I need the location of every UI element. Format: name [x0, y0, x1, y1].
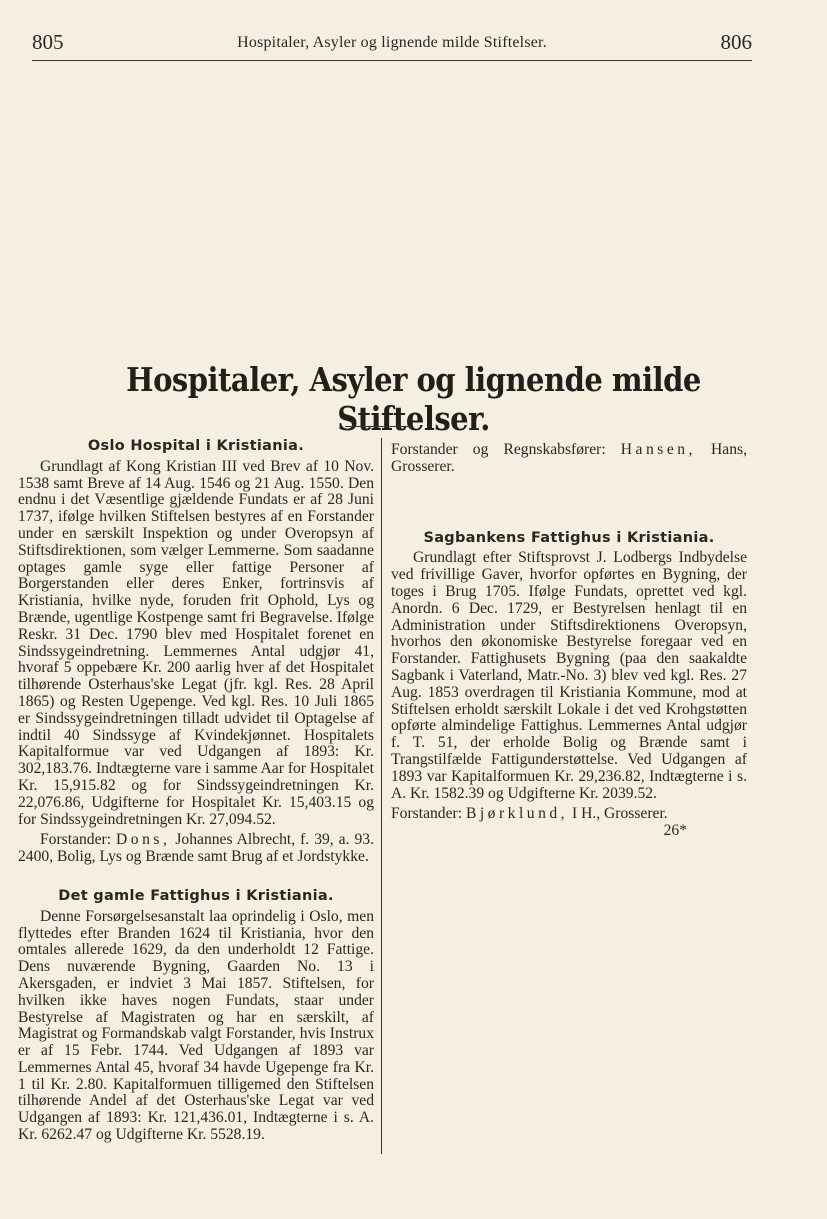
- page-number-right: 806: [720, 30, 752, 54]
- signature-mark: 26*: [663, 822, 687, 840]
- running-head: [32, 30, 752, 61]
- forstander-oslo: [18, 832, 374, 866]
- forstander-label: Forstander og Regnskabsfører:: [391, 441, 606, 458]
- right-column: [391, 438, 747, 840]
- forstander-name: Dons,: [116, 831, 171, 849]
- section-heading-gamle: Det gamle Fattighus i Kristiania.: [58, 887, 334, 904]
- forstander-label: Forstander:: [40, 831, 112, 849]
- section-heading-sagbanken: Sagbankens Fattighus i Kristiania.: [423, 529, 715, 546]
- forstander-label: Forstander:: [391, 805, 463, 823]
- running-head-title: Hospitaler, Asyler og lignende milde Stiftelser.: [237, 34, 547, 51]
- section-body-oslo: Grundlagt af Kong Kristian III ved Brev af 10 Nov. 1538 samt Breve af 14 Aug. 1546 og 21 Aug. 1550. Den endnu i det Væsentlige gjældende Fundats er af 28 Juni 1737, ifølge hvilken Stiftelsen bestyres af en Forstander under en særskilt Inspektion og under Overopsyn af Stiftsdirektionen, som vælger Lemmerne. Som saadanne optages gamle syge eller fattige Personer af Borgerstanden eller deres Enker, fortrinsvis af Kristiania, hvilke nyde, foruden frit Ophold, Lys og Brænde, ugentlige Kostpenge samt fri Begravelse. Ifølge Reskr. 31 Dec. 1790 blev med Hospitalet forenet en Sindssygeindretning. Lemmernes Antal udgjør 41, hvoraf 5 oppebære Kr. 200 aarlig hver af det Hospitalet tilhørende Osterhaus'ske Legat (jfr. kgl. Res. 28 April 1865) og Resten Ugepenge. Ved kgl. Res. 10 Juli 1865 er Sindssygeindretningen tilladt udvidet til Optagelse af indtil 40 Sindssyge af Kvindekjønnet. Hospitalets Kapitalformue var ved Udgangen af 1893: Kr. 302,183.76. Indtægterne vare i samme Aar for Hospitalet Kr. 15,915.82 og for Sindssygeindretningen Kr. 22,076.86, Udgifterne for Hospitalet Kr. 15,403.15 og for Sindssygeindretningen Kr. 27,094.52.: [18, 457, 374, 828]
- left-column: [18, 438, 374, 1144]
- section-body-sagbanken: Grundlagt efter Stiftsprovst J. Lodbergs Indbydelse ved frivillige Gaver, hvorfor opførtes en Bygning, der toges i Brug 1705. Ifølge Fundats, oprettet ved kgl. Anordn. 6 Dec. 1729, er Bestyrelsen henlagt til en Administration under Stiftsdirektionens Overopsyn, hvorhos den økonomiske Bestyrelse foregaar ved en Forstander. Fattighusets Bygning (paa den saakaldte Sagbank i Vaterland, Matr.-No. 3) blev ved kgl. Res. 27 Aug. 1853 overdragen til Kristiania Kommune, mod at Stiftelsen erholdt særskilt Lokale i det ved Krohgstøtten opførte almindelige Fattighus. Lemmernes Antal udgjør f. T. 51, der erholde Bolig og Brænde samt i Trangstilfælde Fattigunderstøttelse. Ved Udgangen af 1893 var Kapitalformuen Kr. 29,236.82, Indtægterne i s. A. Kr. 1582.39 og Udgifterne Kr. 2039.52.: [391, 549, 747, 802]
- section-body-gamle: Denne Forsørgelsesanstalt laa oprindelig i Oslo, men flyttedes efter Branden 1624 til Kristiania, hvor den omtales allerede 1629, da den underholdt 12 Fattige. Dens nuværende Bygning, Gaarden No. 13 i Akersgaden, er indviet 3 Mai 1857. Stiftelsen, for hvilken ikke haves nogen Fundats, staar under Bestyrelse af Magistraten og har en særskilt, af Magistrat og Formandskab valgt Forstander, hvis Instrux er af 15 Febr. 1744. Ved Udgangen af 1893 var Lemmernes Antal 45, hvoraf 34 havde Ugepenge fra Kr. 1 til Kr. 2.80. Kapitalformuen tilligemed den Stiftelsen tilhørende Andel af det Osterhaus'ske Legat var ved Udgangen af 1893: Kr. 121,436.01, Indtægterne i s. A. Kr. 6262.47 og Udgifterne Kr. 5528.19.: [18, 907, 374, 1144]
- page-title: Hospitaler, Asyler og lignende milde Stiftelser.: [126, 360, 701, 438]
- forstander-sagbanken: [391, 806, 747, 823]
- forstander-details: Johannes Albrecht, f. 39, a. 93. 2400, Bolig, Lys og Brænde samt Brug af et Jordstykke.: [18, 831, 374, 866]
- forstander-gamle: [391, 442, 747, 476]
- title-rule: [345, 426, 411, 427]
- page-number-left: 805: [32, 30, 64, 54]
- section-heading-oslo: Oslo Hospital i Kristiania.: [87, 438, 305, 454]
- forstander-name: Hansen,: [620, 441, 696, 458]
- forstander-name: Bjørklund,: [465, 805, 569, 823]
- forstander-details: I H., Grosserer.: [572, 805, 668, 823]
- forstander-details: Hans, Grosserer.: [391, 441, 747, 475]
- column-divider: [381, 438, 382, 1154]
